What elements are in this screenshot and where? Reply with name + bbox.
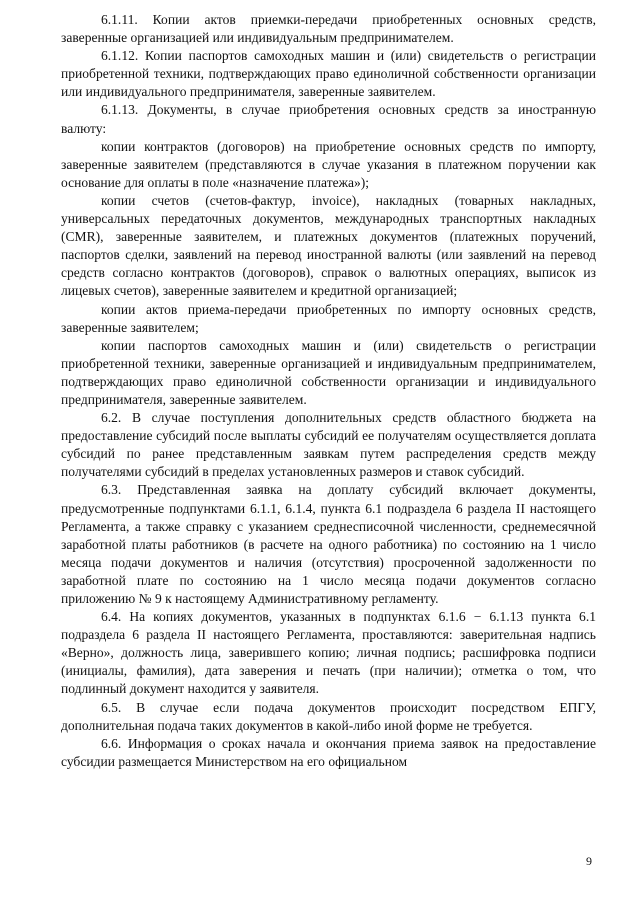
page-number: 9 (586, 854, 592, 868)
paragraph-invoices: копии счетов (счетов-фактур, invoice), накладных (товарных накладных, универсальных передаточных документов, международных транспортных накладных (CMR), заверенные заявителем, и платежных документов (платежных поручений, паспортов сделки, заявлений на перевод иностранной валюты (или заявлений на перевод средств согласно контрактов (договоров), справок о валютных операциях, выписок из лицевых счетов), заверенные заявителем и кредитной организацией; (61, 192, 596, 299)
paragraph-6-4: 6.4. На копиях документов, указанных в подпунктах 6.1.6 − 6.1.13 пункта 6.1 подраздела 6 раздела II настоящего Регламента, проставляются: заверительная надпись «Верно», должность лица, заверившего копию; личная подпись; расшифровка подписи (инициалы, фамилия), дата заверения и печать (при наличии); отметка о том, что подлинный документ находится у заявителя. (61, 609, 596, 697)
paragraph-import-passports: копии паспортов самоходных машин и (или) свидетельств о регистрации приобретенной техники, заверенные организацией и индивидуальным предпринимателем, подтверждающих право единоличной собственности организации и индивидуального предпринимателя, заверенные заявителем. (61, 337, 596, 407)
paragraph-6-2: 6.2. В случае поступления дополнительных средств областного бюджета на предоставление субсидий после выплаты субсидий ее получателям осуществляется доплата субсидий по ранее представленным заявкам путем распределения средств между получателями субсидий в пределах установленных размеров и ставок субсидий. (61, 410, 596, 480)
paragraph-6-3: 6.3. Представленная заявка на доплату субсидий включает документы, предусмотренные подпунктами 6.1.1, 6.1.4, пункта 6.1 подраздела 6 раздела II настоящего Регламента, а также справку с указанием среднесписочной численности, среднемесячной заработной платы работников (в расчете на одного работника) по состоянию на 1 число месяца подачи документов и наличия (отсутствия) просроченной задолженности по заработной плате по состоянию на 1 число месяца подачи документов согласно приложению № 9 к настоящему Административному регламенту. (61, 482, 596, 606)
paragraph-6-5: 6.5. В случае если подача документов происходит посредством ЕПГУ, дополнительная подача таких документов в какой-либо иной форме не требуется. (61, 699, 596, 733)
paragraph-6-1-13: 6.1.13. Документы, в случае приобретения основных средств за иностранную валюту: (61, 102, 596, 136)
paragraph-6-1-11: 6.1.11. Копии актов приемки-передачи приобретенных основных средств, заверенные организацией или индивидуальным предпринимателем. (61, 12, 596, 46)
page-body (61, 11, 596, 771)
paragraph-import-acts: копии актов приема-передачи приобретенных по импорту основных средств, заверенные заявителем; (61, 301, 596, 335)
paragraph-import-contracts: копии контрактов (договоров) на приобретение основных средств по импорту, заверенные заявителем (представляются в случае указания в платежном поручении как основание для оплаты в поле «назначение платежа»); (61, 138, 596, 190)
paragraph-6-6: 6.6. Информация о сроках начала и окончания приема заявок на предоставление субсидии размещается Министерством на его официальном (61, 735, 596, 769)
paragraph-6-1-12: 6.1.12. Копии паспортов самоходных машин и (или) свидетельств о регистрации приобретенной техники, подтверждающих право единоличной собственности организации или индивидуального предпринимателя, заверенные заявителем. (61, 48, 596, 100)
